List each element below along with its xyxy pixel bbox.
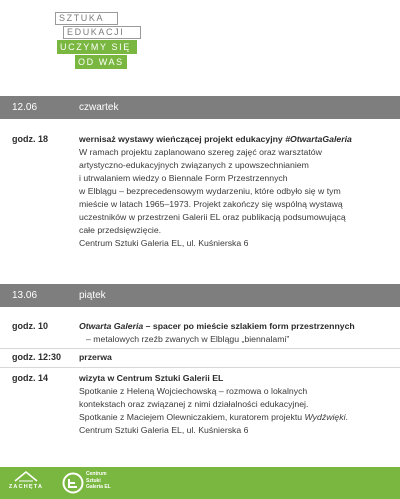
zacheta-logo — [8, 470, 44, 496]
event-content — [79, 320, 394, 346]
event-time: godz. 12:30 — [12, 352, 62, 362]
zacheta-roof-icon — [14, 470, 38, 482]
event-title: wizyta w Centrum Sztuki Galerii EL — [79, 373, 224, 383]
footer-bar — [0, 467, 400, 499]
logo-line-4: OD WAS — [75, 55, 127, 69]
event-time: godz. 10 — [12, 321, 49, 331]
galeria-el-text: Centrum Sztuki Galeria EL — [86, 471, 111, 490]
divider — [0, 367, 400, 368]
day-name: piątek — [79, 290, 106, 301]
logo-line-3: UCZYMY SIĘ — [57, 40, 137, 54]
event-location: Centrum Sztuki Galeria EL, ul. Kuśnierska 6 — [79, 238, 249, 248]
event-time: godz. 14 — [12, 373, 49, 383]
zacheta-name: ZACHĘTA — [8, 484, 44, 490]
galeria-el-mark-icon — [62, 472, 84, 494]
event-content — [79, 372, 394, 437]
event-description: – metalowych rzeźb zwanych w Elblągu „biennalami” — [86, 334, 290, 344]
logo-line-1: SZTUKA — [55, 12, 118, 25]
logo-line-2: EDUKACJI — [63, 26, 141, 39]
day-date: 13.06 — [12, 290, 38, 301]
day-header-1 — [0, 96, 400, 119]
event-time: godz. 18 — [12, 134, 49, 144]
event-description: Spotkanie z Heleną Wojciechowską – rozmowa o lokalnych kontekstach oraz związanej z nimi działalności edukacyjnej. Spotkanie z Maciejem Olewniczakiem, kuratorem projektu Wydźwięki. Centrum Sztuki Galeria EL, ul. Kuśnierska 6 — [79, 385, 394, 437]
event-content — [79, 351, 394, 364]
event-title: przerwa — [79, 352, 112, 362]
event-location: Centrum Sztuki Galeria EL, ul. Kuśnierska 6 — [79, 425, 249, 435]
event-description: W ramach projektu zaplanowano szereg zajęć oraz warsztatów artystyczno-edukacyjnych związanych z upowszechnianiem i utrwalaniem wiedzy o Biennale Form Przestrzennych w Elblągu – bezprecedensowym wydarzeniu, które odbyło się w tym mieście w latach 1965–1973. Projekt zakończy się wspólną wystawą uczestników w przestrzeni Galerii EL oraz publikacją podsumowującą całe przedsięwzięcie. Centrum Sztuki Galeria EL, ul. Kuśnierska 6 — [79, 146, 394, 250]
event-title: Otwarta Galeria – spacer po mieście szlakiem form przestrzennych — [79, 321, 355, 331]
event-title: wernisaż wystawy wieńczącej projekt edukacyjny #OtwartaGaleria — [79, 134, 352, 144]
divider — [0, 348, 400, 349]
event-content — [79, 133, 394, 250]
day-name: czwartek — [79, 102, 119, 113]
sztuka-edukacji-logo — [55, 12, 135, 70]
day-header-2 — [0, 284, 400, 307]
day-date: 12.06 — [12, 102, 38, 113]
